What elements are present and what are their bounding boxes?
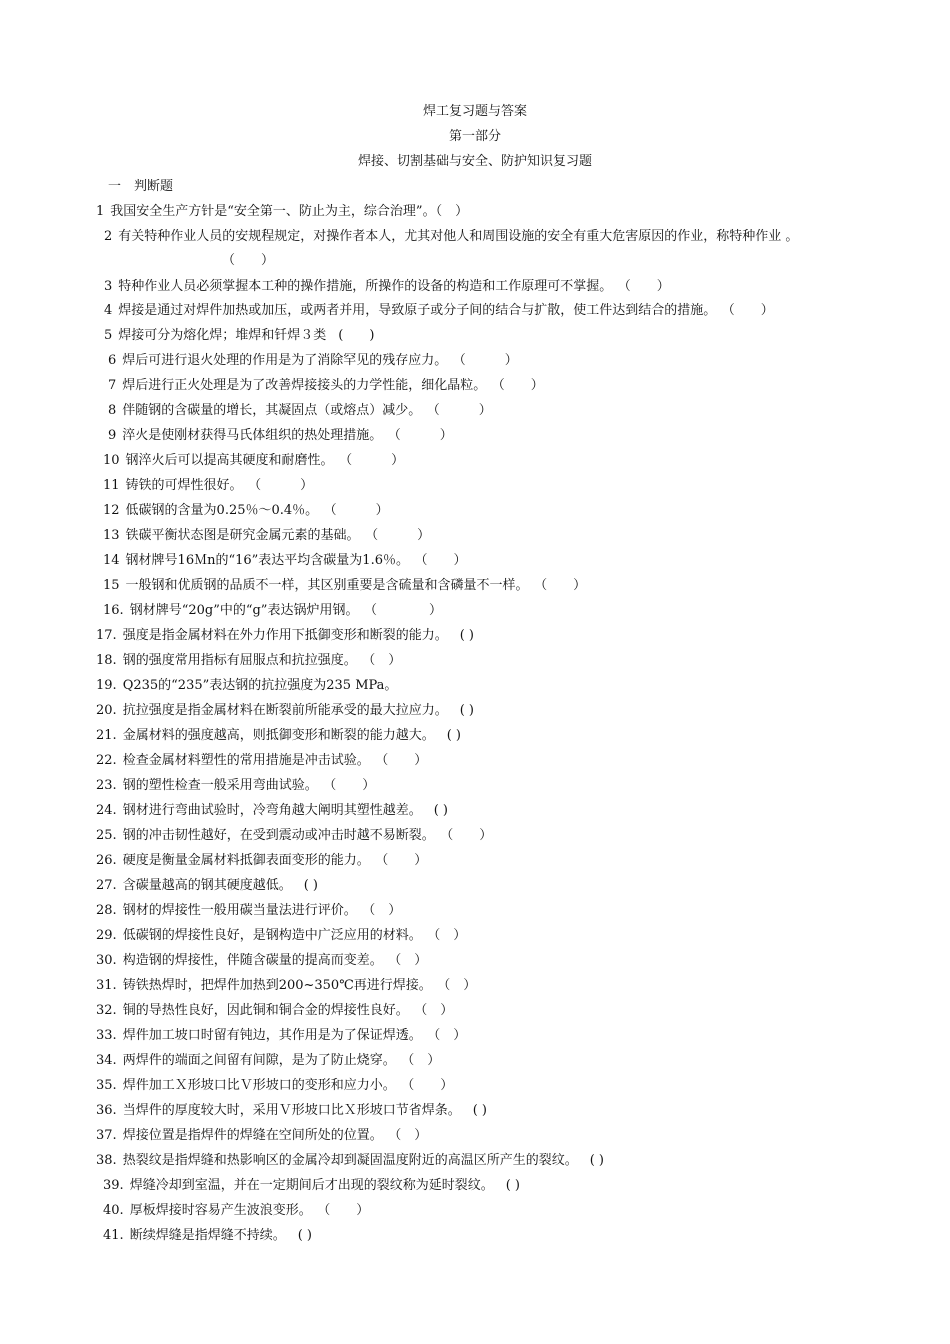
question-text: 钢材进行弯曲试验时，冷弯角越大阐明其塑性越差。: [122, 803, 422, 818]
answer-bracket[interactable]: （ ）: [371, 528, 431, 543]
question-number: 6: [108, 353, 117, 368]
question-number: 4: [104, 303, 113, 318]
question-text: 两焊件的端面之间留有间隙，是为了防止烧穿。: [122, 1053, 396, 1068]
answer-bracket[interactable]: （ ）: [381, 853, 428, 868]
question-text: 硬度是衡量金属材料抵御表面变形的能力。: [122, 853, 370, 868]
question-number: 3: [104, 279, 113, 294]
question-text: 焊后可进行退火处理的作用是为了消除罕见的残存应力。: [122, 353, 448, 368]
question-number: 11: [103, 478, 120, 493]
question-text: 低碳钢的含量为0.25％～0.4％。: [125, 503, 319, 518]
answer-bracket[interactable]: （ ）: [222, 253, 275, 268]
question-number: 37.: [96, 1128, 117, 1143]
question-number: 28.: [96, 903, 117, 918]
question-number: 12: [103, 503, 120, 518]
question-number: 40.: [103, 1203, 124, 1218]
question-item: [96, 203, 468, 221]
question-number: 24.: [96, 803, 117, 818]
question-item: [96, 952, 427, 970]
question-item: [96, 677, 397, 695]
answer-bracket[interactable]: （ ）: [323, 1203, 370, 1218]
answer-bracket[interactable]: （ ）: [433, 928, 467, 943]
question-item: [103, 1202, 369, 1220]
question-text: 焊件加工Ｘ形坡口比Ｖ形坡口的变形和应力小。: [122, 1078, 396, 1093]
answer-bracket[interactable]: ( ): [297, 1228, 312, 1243]
answer-bracket[interactable]: （ ）: [446, 828, 493, 843]
question-item: [96, 1027, 466, 1045]
answer-bracket[interactable]: （ ）: [368, 653, 402, 668]
question-number: 26.: [96, 853, 117, 868]
question-number: 9: [108, 428, 117, 443]
question-item: [103, 1227, 312, 1245]
question-text: 铁碳平衡状态图是研究金属元素的基础。: [125, 528, 360, 543]
answer-bracket[interactable]: （ ）: [394, 1128, 428, 1143]
question-item: [96, 927, 466, 945]
question-text: 钢材的焊接性一般用碳当量法进行评价。: [122, 903, 357, 918]
answer-bracket[interactable]: （ ）: [420, 1003, 454, 1018]
section-subtitle: 焊接、切割基础与安全、防护知识复习题: [357, 154, 592, 169]
question-item: [96, 702, 474, 720]
question-item: [103, 577, 586, 595]
question-text: 钢材牌号16Ｍn的“16”表达平均含碳量为1.6％。: [125, 553, 409, 568]
question-text: 低碳钢的焊接性良好，是钢构造中广泛应用的材料。: [122, 928, 422, 943]
question-number: 18.: [96, 653, 117, 668]
question-item: [103, 552, 467, 570]
question-number: 35.: [96, 1078, 117, 1093]
question-item: [108, 402, 492, 420]
answer-bracket[interactable]: （ ）: [407, 1078, 454, 1093]
answer-bracket[interactable]: （ ）: [329, 778, 376, 793]
question-item: [103, 452, 404, 470]
answer-bracket[interactable]: （ ）: [254, 478, 314, 493]
question-text: 焊接位置是指焊件的焊缝在空间所处的位置。: [122, 1128, 383, 1143]
question-number: 15: [103, 578, 120, 593]
question-number: 27.: [96, 878, 117, 893]
question-text: 铸铁热焊时，把焊件加热到200~350℃再进行焊接。: [122, 978, 432, 993]
question-text: 厚板焊接时容易产生波浪变形。: [129, 1203, 312, 1218]
question-text: 一般钢和优质钢的品质不一样，其区别重要是含硫量和含磷量不一样。: [125, 578, 529, 593]
question-number: 2: [104, 229, 113, 244]
question-number: 7: [108, 378, 117, 393]
answer-bracket[interactable]: ( ): [303, 878, 318, 893]
question-text: 抗拉强度是指金属材料在断裂前所能承受的最大拉应力。: [122, 703, 448, 718]
question-item: [96, 877, 318, 895]
question-number: 20.: [96, 703, 117, 718]
question-text: 钢的强度常用指标有屈服点和抗拉强度。: [122, 653, 357, 668]
question-item: [96, 977, 476, 995]
document-title: 焊工复习题与答案: [422, 104, 527, 119]
question-text: 我国安全生产方针是“安全第一、防止为主，综合治理”。（ ）: [110, 204, 469, 219]
answer-bracket[interactable]: （ ）: [381, 753, 428, 768]
question-item: [108, 377, 544, 395]
answer-bracket[interactable]: ( ): [589, 1153, 604, 1168]
answer-bracket[interactable]: （ ）: [407, 1053, 441, 1068]
answer-bracket[interactable]: （ ）: [420, 553, 467, 568]
answer-bracket[interactable]: ( ): [472, 1103, 487, 1118]
question-number: 23.: [96, 778, 117, 793]
answer-bracket[interactable]: （ ）: [370, 603, 442, 618]
question-text: 焊接可分为熔化焊；堆焊和钎焊３类: [118, 328, 327, 343]
question-text: 强度是指金属材料在外力作用下抵御变形和断裂的能力。: [122, 628, 448, 643]
question-text: Q235的“235”表达钢的抗拉强度为235 MPa。: [122, 678, 398, 693]
answer-bracket[interactable]: （ ）: [368, 903, 402, 918]
answer-bracket[interactable]: ( ): [446, 728, 461, 743]
question-item: [96, 852, 427, 870]
question-text: 铸铁的可焊性很好。: [125, 478, 243, 493]
question-text: 焊缝冷却到室温，并在一定期间后才出现的裂纹称为延时裂纹。: [129, 1178, 494, 1193]
question-text: 焊件加工坡口时留有钝边，其作用是为了保证焊透。: [122, 1028, 422, 1043]
question-number: 32.: [96, 1003, 117, 1018]
question-text: 金属材料的强度越高，则抵御变形和断裂的能力越大。: [122, 728, 435, 743]
question-text: 热裂纹是指焊缝和热影响区的金属冷却到凝固温度附近的高温区所产生的裂纹。: [122, 1153, 578, 1168]
question-item: [103, 1177, 520, 1195]
question-item: [103, 502, 389, 520]
question-number: 22.: [96, 753, 117, 768]
question-item: [96, 727, 461, 745]
question-item: [104, 228, 798, 246]
question-text: 检查金属材料塑性的常用措施是冲击试验。: [122, 753, 370, 768]
question-number: 21.: [96, 728, 117, 743]
question-number: 29.: [96, 928, 117, 943]
question-text: 焊接是通过对焊件加热或加压，或两者并用，导致原子或分子间的结合与扩散，使工件达到结合的措施。: [118, 303, 717, 318]
section-heading: 一 判断题: [108, 179, 174, 194]
question-item: [96, 652, 401, 670]
question-item: [96, 1127, 427, 1145]
question-item: [96, 802, 448, 820]
question-text: 焊后进行正火处理是为了改善焊接接头的力学性能，细化晶粒。: [122, 378, 487, 393]
answer-bracket[interactable]: （ ）: [459, 353, 518, 368]
question-item: [96, 902, 401, 920]
question-number: 8: [108, 403, 117, 418]
question-text: 构造钢的焊接性，伴随含碳量的提高而变差。: [122, 953, 383, 968]
answer-bracket[interactable]: （ ）: [728, 303, 774, 318]
question-item: [108, 352, 518, 370]
question-text: 伴随钢的含碳量的增长，其凝固点（或熔点）减少。: [122, 403, 422, 418]
question-item: [96, 1102, 487, 1120]
question-item: [96, 777, 375, 795]
question-text: 钢材牌号“20g”中的“g”表达锅炉用钢。: [129, 603, 359, 618]
answer-bracket[interactable]: （ ）: [433, 403, 492, 418]
question-item: [104, 327, 374, 345]
answer-bracket[interactable]: （ ）: [540, 578, 587, 593]
answer-bracket[interactable]: （ ）: [394, 428, 453, 443]
question-number: 16.: [103, 603, 124, 618]
question-item: [96, 827, 492, 845]
question-item: [104, 302, 774, 320]
question-item: [96, 1152, 604, 1170]
answer-bracket[interactable]: （ ）: [433, 1028, 467, 1043]
question-item: [96, 752, 427, 770]
question-text: 当焊件的厚度较大时，采用Ｖ形坡口比Ｘ形坡口节省焊条。: [122, 1103, 461, 1118]
part-heading: 第一部分: [448, 129, 501, 144]
answer-bracket[interactable]: ( ): [505, 1178, 520, 1193]
question-text: 含碳量越高的钢其硬度越低。: [122, 878, 292, 893]
question-number: 30.: [96, 953, 117, 968]
question-number: 36.: [96, 1103, 117, 1118]
question-number: 14: [103, 553, 120, 568]
question-item: [108, 427, 453, 445]
answer-bracket[interactable]: ( ): [459, 628, 474, 643]
question-item: [96, 1052, 440, 1070]
question-number: 10: [103, 453, 120, 468]
question-number: 1: [96, 204, 105, 219]
answer-bracket[interactable]: （ ）: [345, 453, 405, 468]
answer-bracket[interactable]: （ ）: [624, 279, 670, 294]
question-text: 钢的冲击韧性越好，在受到震动或冲击时越不易断裂。: [122, 828, 435, 843]
question-number: 5: [104, 328, 113, 343]
answer-bracket[interactable]: ( ): [459, 703, 474, 718]
question-item: [96, 1077, 453, 1095]
answer-bracket[interactable]: （ ）: [443, 978, 477, 993]
question-number: 33.: [96, 1028, 117, 1043]
answer-bracket[interactable]: （ ）: [498, 378, 544, 393]
question-number: 41.: [103, 1228, 124, 1243]
question-number: 19.: [96, 678, 117, 693]
question-number: 34.: [96, 1053, 117, 1068]
question-item: [103, 527, 430, 545]
question-number: 38.: [96, 1153, 117, 1168]
question-item: [103, 602, 442, 620]
answer-bracket[interactable]: ( ): [338, 328, 375, 343]
question-number: 13: [103, 528, 120, 543]
question-number: 31.: [96, 978, 117, 993]
question-text: 断续焊缝是指焊缝不持续。: [129, 1228, 286, 1243]
question-item: [96, 1002, 453, 1020]
question-item: [103, 477, 313, 495]
question-text: 铜的导热性良好，因此铜和铜合金的焊接性良好。: [122, 1003, 409, 1018]
question-text: 钢的塑性检查一般采用弯曲试验。: [122, 778, 318, 793]
question-item: [96, 627, 474, 645]
question-text: 淬火是使刚材获得马氏体组织的热处理措施。: [122, 428, 383, 443]
question-text: 特种作业人员必须掌握本工种的操作措施，所操作的设备的构造和工作原理可不掌握。: [118, 279, 613, 294]
question-item: [104, 278, 670, 296]
question-number: 25.: [96, 828, 117, 843]
question-number: 17.: [96, 628, 117, 643]
question-text: 有关特种作业人员的安规程规定，对操作者本人，尤其对他人和周围设施的安全有重大危害原因的作业，称特种作业 。: [118, 229, 799, 244]
answer-bracket[interactable]: （ ）: [394, 953, 428, 968]
answer-bracket[interactable]: ( ): [433, 803, 448, 818]
answer-bracket[interactable]: （ ）: [330, 503, 389, 518]
question-text: 钢淬火后可以提高其硬度和耐磨性。: [125, 453, 334, 468]
question-number: 39.: [103, 1178, 124, 1193]
